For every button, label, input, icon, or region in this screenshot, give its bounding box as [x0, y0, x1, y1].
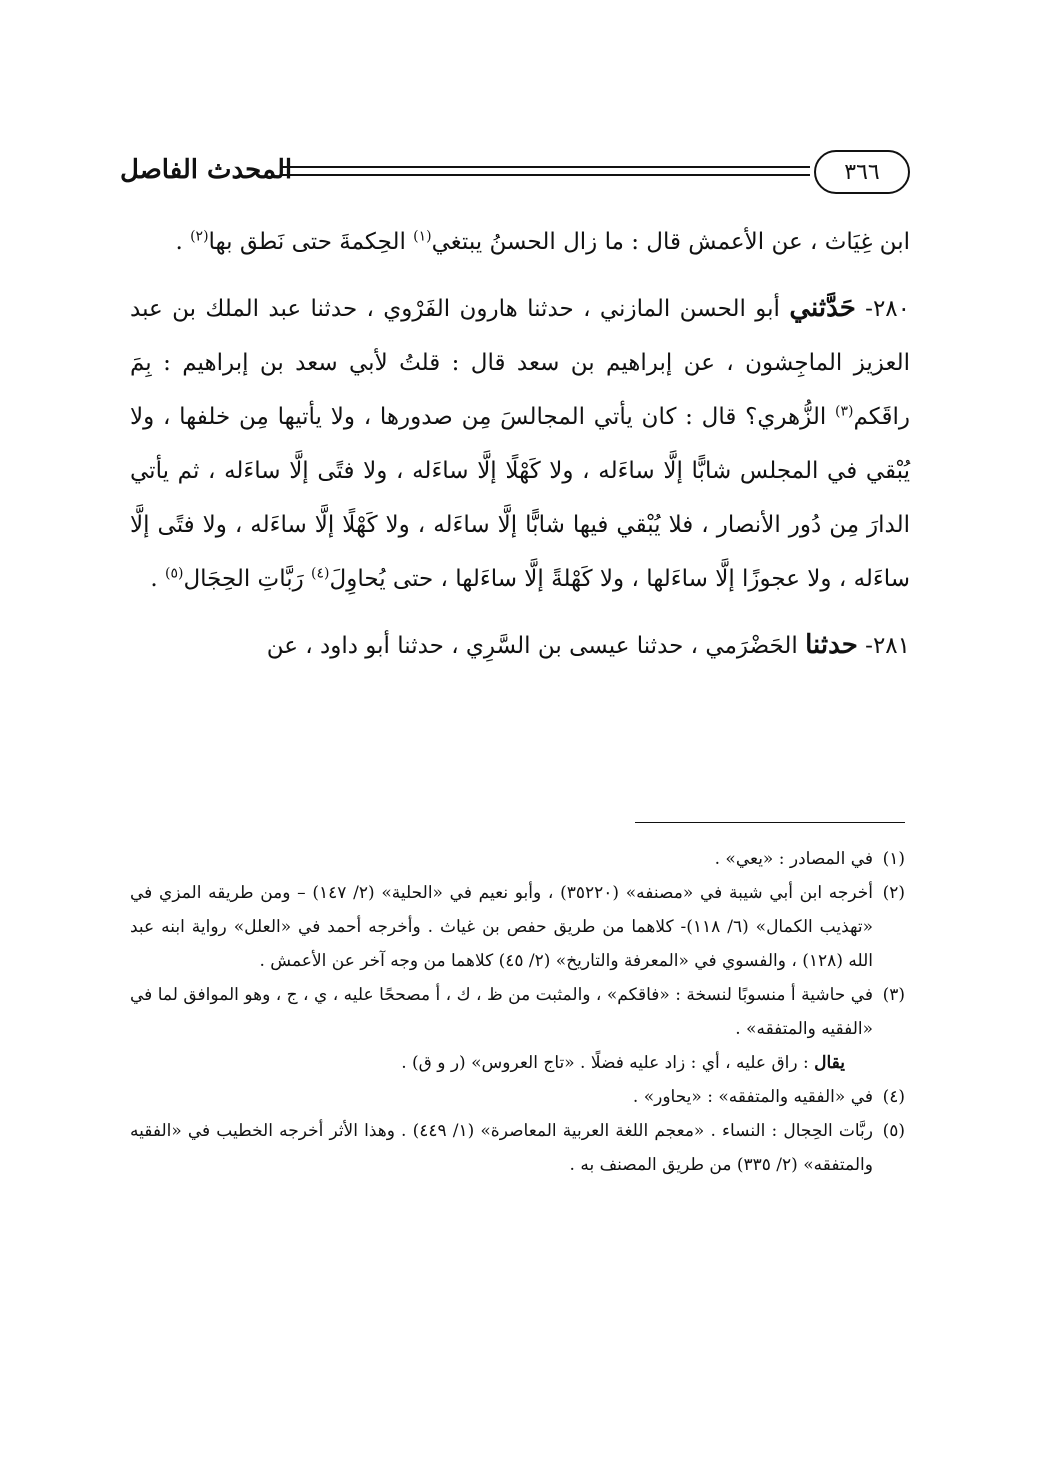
footnote-number: (٤) [882, 1087, 905, 1107]
footnote-number: (٣) [882, 985, 905, 1005]
footnote-text: في حاشية أ منسوبًا لنسخة : «فاقكم» ، والمثبت من ظ ، ك ، أ مصححًا عليه ، ي ، ج ، وهو الموافق لما في «الفقيه والمتفقه» . [130, 985, 873, 1039]
book-title: المحدث الفاصل [120, 155, 293, 185]
text-segment: الحَضْرَمي ، حدثنا عيسى بن السَّرِي ، حدثنا أبو داود ، عن [266, 633, 806, 659]
text-segment: الزُّهري؟ قال : كان يأتي المجالسَ مِن صدورها ، ولا يأتيها مِن خلفها ، ولا يُبْقي في المجلس شابًّا إلَّا ساءَله ، ولا كَهْلًا إلَّا ساءَله ، ولا فتًى إلَّا ساءَله ، ثم يأتي الدارَ مِن دُور الأنصار ، فلا يُبْقي فيها شابًّا إلَّا ساءَله ، ولا كَهْلًا إلَّا ساءَله ، ولا فتًى إلَّا ساءَله ، ولا عجوزًا إلَّا ساءَلها ، ولا كَهْلةً إلَّا ساءَلها ، حتى يُحاوِلَ [130, 404, 910, 592]
footnote-1 [130, 842, 905, 876]
footnote-text: : راق عليه ، أي : زاد عليه فضلًا . «تاج العروس» (ر و ق) . [401, 1053, 815, 1073]
footnote-3-note [130, 1046, 905, 1080]
main-text [130, 215, 910, 685]
footnote-ref-3: (٣) [835, 403, 854, 420]
footnote-ref-2: (٢) [190, 228, 209, 245]
text-segment: . [150, 566, 165, 592]
text-segment: أبو الحسن المازني ، حدثنا هارون الفَرْوي ، حدثنا عبد الملك بن عبد العزيز الماجِشون ، عن إبراهيم بن سعد قال : قلتُ لأبي سعد بن إبراهيم : بِمَ راقَكم [130, 296, 910, 430]
footnotes [130, 842, 905, 1182]
footnote-number: (٢) [882, 883, 905, 903]
footnote-separator [635, 822, 905, 823]
hadith-number: ٢٨١- [857, 633, 910, 659]
footnote-5 [130, 1114, 905, 1182]
text-segment: . [175, 229, 191, 255]
footnote-lead: يقال [814, 1053, 845, 1073]
footnote-ref-4: (٤) [311, 565, 330, 582]
hadith-number: ٢٨٠- [855, 296, 910, 322]
footnote-ref-5: (٥) [164, 565, 184, 582]
footnote-text: في المصادر : «يعي» . [714, 849, 873, 869]
footnote-3 [130, 978, 905, 1046]
footnote-ref-1: (١) [413, 228, 432, 245]
footnote-text: أخرجه ابن أبي شيبة في «مصنفه» (٣٥٢٢٠) ، وأبو نعيم في «الحلية» (٢/ ١٤٧) – ومن طريقه المزي في «تهذيب الكمال» (٦/ ١١٨)- كلاهما من طريق حفص بن غياث . وأخرجه أحمد في «العلل» رواية ابنه عبد الله (١٢٨) ، والفسوي في «المعرفة والتاريخ» (٢/ ٤٥) كلاهما من وجه آخر عن الأعمش . [130, 883, 874, 971]
footnote-number: (٥) [882, 1121, 905, 1141]
footnote-2 [130, 876, 905, 978]
text-segment: ابن غِيَاث ، عن الأعمش قال : ما زال الحسنُ يبتغي [431, 229, 910, 255]
hadith-280 [130, 281, 910, 606]
header-double-rule [280, 166, 810, 176]
footnote-text: ربَّات الحِجال : النساء . «معجم اللغة العربية المعاصرة» (١/ ٤٤٩) . وهذا الأثر أخرجه الخطيب في «الفقيه والمتفقه» (٢/ ٣٣٥) من طريق المصنف به . [130, 1121, 873, 1175]
text-segment: الحِكمةَ حتى نَطق بها [208, 229, 414, 255]
page-number: ٣٦٦ [814, 150, 910, 194]
narration-formula: حَدَّثني [789, 293, 856, 323]
footnote-number: (١) [882, 849, 905, 869]
narration-formula: حدثنا [805, 630, 858, 660]
text-segment: رَبَّاتِ الحِجَال [183, 566, 312, 592]
page-header [120, 150, 910, 202]
paragraph-continuation [130, 215, 910, 269]
footnote-text: في «الفقيه والمتفقه» : «يحاور» . [632, 1087, 873, 1107]
hadith-281 [130, 618, 910, 673]
footnote-4 [130, 1080, 905, 1114]
